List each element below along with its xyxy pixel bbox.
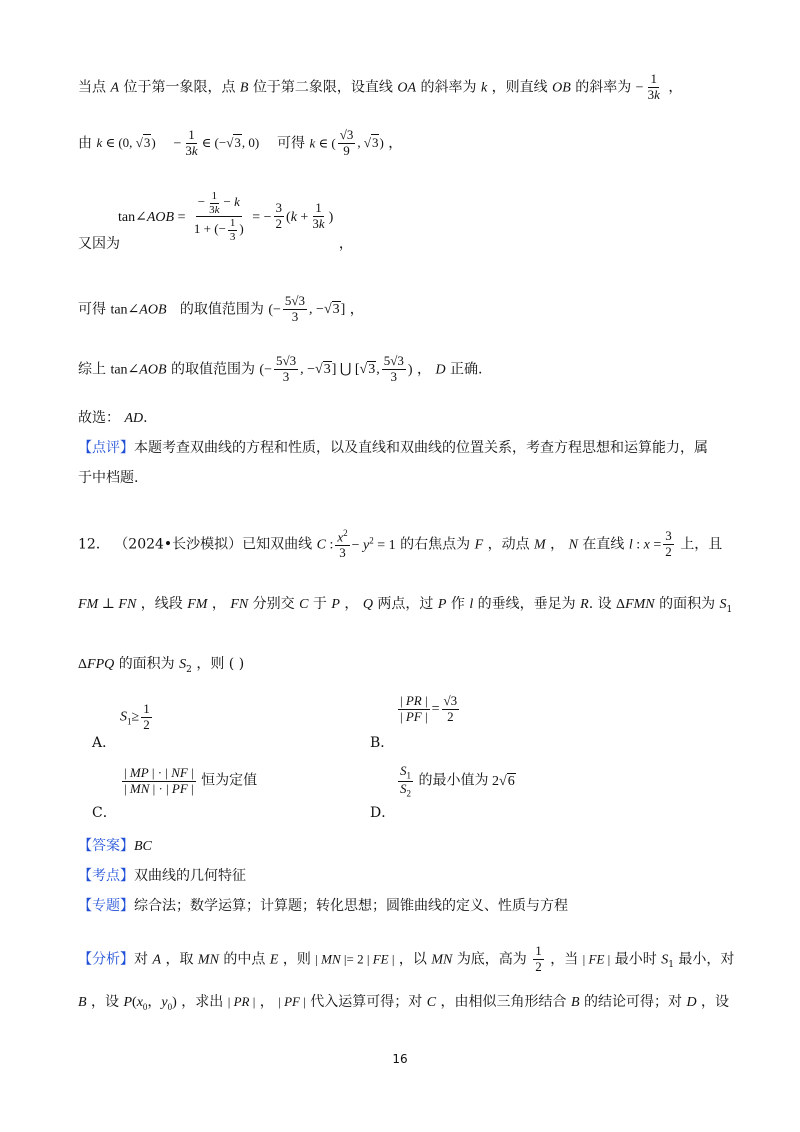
comment-tag: 【点评】 bbox=[78, 440, 134, 456]
solution-line-2: 由 k ∈ (0, √3) − $\frac{1}{3k}$ ∈ (−√3, 0) 可得 k ∈ ( $\frac{√3}{9}$ , √3) ， bbox=[78, 127, 403, 158]
special-line: 【专题】综合法；数学运算；计算题；转化思想；圆锥曲线的定义、性质与方程 bbox=[78, 898, 568, 914]
solution-line-4: 可得 tan∠AOB 的取值范围为 (− $\frac{5√3}{3}$ , −√3] ， bbox=[78, 293, 364, 324]
solution-line-1: 当点 A 位于第一象限，点 B 位于第二象限，设直线 OA 的斜率为 k ，则直线 OB 的斜率为 − $\frac{1}{3k}$ ， bbox=[78, 71, 683, 102]
problem-line-1: 12． （2024•长沙模拟）已知双曲线 C : $\frac{x^2}{3}$ − $y^2 = 1$ 的右焦点为 F ，动点 M ， N 在直线 l : x = $\frac{3}{2}$ 上，且 bbox=[78, 528, 723, 561]
special-tag: 【专题】 bbox=[78, 898, 134, 914]
answer-line bbox=[78, 838, 740, 856]
topic-line: 【考点】双曲线的几何特征 bbox=[78, 868, 246, 884]
document-page: 当点 A 位于第一象限，点 B 位于第二象限，设直线 OA 的斜率为 k ，则直线 OB 的斜率为 − $\frac{1}{3k}$ ， 由 k ∈ (0, √3) − $\frac{1}{3k}$ ∈ (−√3, 0) 可得 k ∈ ( $\frac{√3}{9}$ , √3) ， tan∠AOB = − $\frac{1}{3k}$ − k 1 + (− $\frac{1}{3}$ ) = − $\frac{3}{2}$ (k + $\frac{1}{3k}$ ) 又因为 ， 可得 tan∠AOB 的取值范围为 (− $\frac{5√3}{3}$ , −√3] ， 综上 tan∠AOB 的取值范围为 (− $\frac{5√3}{3}$ , −√3] ⋃ [√3, $\frac{5√3}{3}$ ) ， D 正确. 故选： AD. 【点评】本题考查双曲线的方程和性质，以及直线和双曲线的位置关系，考查方程思想和运算能力，属 于中档题. 12． （2024•长沙模拟）已知双曲线 C : $\frac{x^2}{3}$ − $y^2 = 1$ 的右焦点为 F ，动点 M ， N 在直线 l : x = $\frac{3}{2}$ 上，且 FM ⊥ FN ，线段 FM ， FN 分别交 C 于 P ， Q 两点，过 P 作 l 的垂线，垂足为 R. 设 ΔFMN 的面积为 $S_1$ ΔFPQ 的面积为 $S_2$ ，则 ( ) $S_1\ge$ $\frac{1}{2}$ A． $\frac{| PR |}{| PF |}$ = $\frac{√3}{2}$ B． $\frac{| MP | \cdot | NF |}{| MN | \cdot | PF |}$ 恒为定值 C． $\frac{S_1}{S_2}$ 的最小值为 2√6 D． 【答案】BC 【考点】双曲线的几何特征 【专题】综合法；数学运算；计算题；转化思想；圆锥曲线的定义、性质与方程 【分析】对 A ，取 MN 的中点 E ，则 | MN |= 2 | FE | ，以 MN 为底，高为 $\frac{1}{2}$ ，当 | FE | 最小时 $S_1$ 最小，对 B ，设 $P(x_0$，$y_0$) ，求出 | PR | ， | PF | 代入运算可得；对 C ，由相似三角形结合 B 的结论可得；对 D ，设 16 bbox=[0, 0, 800, 1132]
answer-value: BC bbox=[134, 839, 152, 854]
tan-formula: tan∠AOB = − $\frac{1}{3k}$ − k 1 + (− $\frac{1}{3}$ ) = − $\frac{3}{2}$ (k + $\frac{1}{3k}$ ) bbox=[118, 190, 334, 243]
analysis-tag: 【分析】 bbox=[78, 951, 134, 968]
slope-fraction: $\frac{1}{3k}$ bbox=[647, 71, 660, 102]
answer-tag: 【答案】 bbox=[78, 838, 134, 854]
solution-line-5: 综上 tan∠AOB 的取值范围为 (− $\frac{5√3}{3}$ , −√3] ⋃ [√3, $\frac{5√3}{3}$ ) ， D 正确. bbox=[78, 353, 483, 384]
topic-tag: 【考点】 bbox=[78, 868, 134, 884]
comment-line-2: 于中档题. bbox=[78, 470, 139, 486]
problem-line-2: FM ⊥ FN ，线段 FM ， FN 分别交 C 于 P ， Q 两点，过 P 作 l 的垂线，垂足为 R. 设 ΔFMN 的面积为 $S_1$ bbox=[78, 596, 733, 615]
problem-line-3: ΔFPQ 的面积为 $S_2$ ，则 ( ) bbox=[78, 656, 245, 675]
comment-line-1: 【点评】本题考查双曲线的方程和性质，以及直线和双曲线的位置关系，考查方程思想和运算能力，属 bbox=[78, 440, 708, 456]
analysis-line-2: B ，设 $P(x_0$，$y_0$) ，求出 | PR | ， | PF | 代入运算可得；对 C ，由相似三角形结合 B 的结论可得；对 D ，设 bbox=[78, 994, 730, 1012]
solution-line-3: 又因为 ， bbox=[78, 236, 353, 252]
page-number: 16 bbox=[392, 1052, 408, 1066]
analysis-line-1: 【分析】对 A ，取 MN 的中点 E ，则 | MN |= 2 | FE | ，以 MN 为底，高为 $\frac{1}{2}$ ，当 | FE | 最小时 $S_1$ 最小，对 bbox=[78, 943, 735, 974]
solution-line-6: 故选： AD. bbox=[78, 410, 148, 426]
